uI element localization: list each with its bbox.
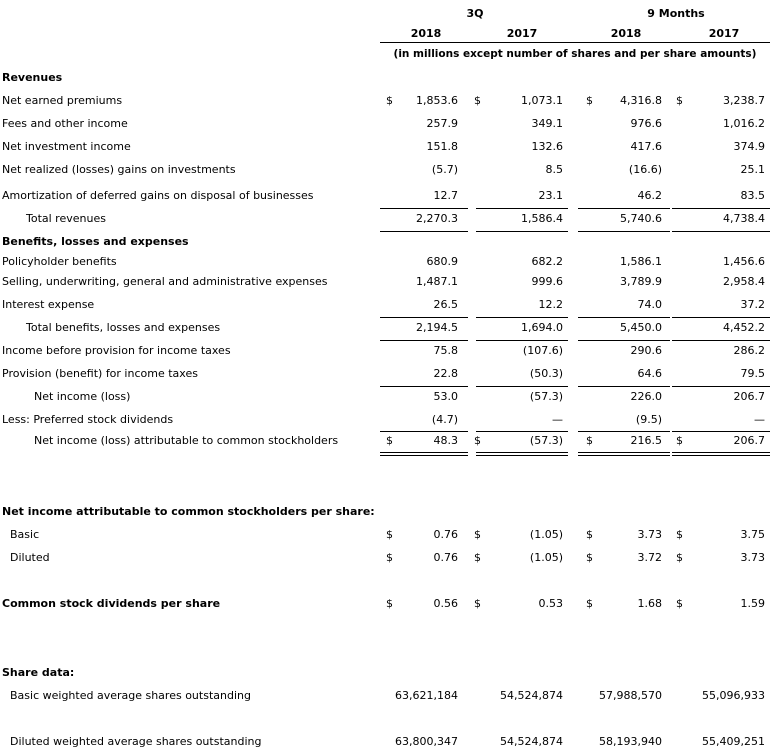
double-rule [476,455,568,456]
cell-dividends-per-share-3q-2017: 0.53 [538,597,563,610]
cell-interest-expense-9m-2017: 37.2 [740,298,765,311]
cell-income-before-taxes-9m-2018: 290.6 [630,344,662,357]
cell-policyholder-benefits-9m-2018: 1,586.1 [620,255,662,268]
subtotal-rule [578,386,670,387]
total-rule [578,340,670,341]
cell-total-revenues-9m-2017: 4,738.4 [723,212,765,225]
cell-total-benefits-3q-2017: 1,694.0 [521,321,563,334]
cell-policyholder-benefits-9m-2017: 1,456.6 [723,255,765,268]
cell-total-benefits-3q-2018: 2,194.5 [416,321,458,334]
row-label-selling-admin-expenses: Selling, underwriting, general and administrative expenses [2,275,328,288]
dollar-sign: $ [586,528,593,541]
row-label-interest-expense: Interest expense [2,298,95,311]
subtotal-rule [578,317,670,318]
double-rule [672,455,770,456]
row-label-eps-basic: Basic [10,528,40,541]
dollar-sign: $ [386,434,393,447]
cell-net-income-9m-2018: 226.0 [630,390,662,403]
dollar-sign: $ [676,528,683,541]
double-rule [476,452,568,453]
subtotal-rule [672,431,770,432]
cell-eps-diluted-3q-2017: (1.05) [529,551,563,564]
double-rule [380,455,468,456]
cell-net-realized-gains-3q-2018: (5.7) [431,163,458,176]
total-rule [476,231,568,232]
row-label-diluted-shares: Diluted weighted average shares outstanding [10,735,262,748]
cell-preferred-dividends-9m-2017: — [754,413,765,426]
cell-dividends-per-share-3q-2018: 0.56 [433,597,458,610]
dollar-sign: $ [474,434,481,447]
row-label-dividends-per-share: Common stock dividends per share [2,597,221,610]
cell-net-investment-income-3q-2018: 151.8 [426,140,458,153]
cell-fees-other-income-3q-2018: 257.9 [426,117,458,130]
cell-dividends-per-share-9m-2018: 1.68 [637,597,662,610]
total-rule [380,340,468,341]
cell-interest-expense-3q-2017: 12.2 [538,298,563,311]
cell-preferred-dividends-3q-2017: — [552,413,563,426]
row-label-fees-other-income: Fees and other income [2,117,128,130]
cell-fees-other-income-9m-2017: 1,016.2 [723,117,765,130]
cell-diluted-shares-9m-2017: 55,409,251 [702,735,765,748]
cell-provision-taxes-9m-2017: 79.5 [740,367,765,380]
subtotal-rule [380,317,468,318]
subtotal-rule [380,431,468,432]
cell-eps-diluted-9m-2017: 3.73 [740,551,765,564]
subtotal-rule [672,208,770,209]
double-rule [578,455,670,456]
row-label-net-realized-gains: Net realized (losses) gains on investments [2,163,236,176]
cell-amortization-deferred-gains-3q-2017: 23.1 [538,189,563,202]
header-year-9m-2017: 2017 [708,27,740,40]
cell-net-investment-income-9m-2018: 417.6 [630,140,662,153]
cell-net-income-common-3q-2017: (57.3) [529,434,563,447]
row-label-provision-taxes: Provision (benefit) for income taxes [2,367,198,380]
header-3q: 3Q [466,7,484,20]
row-label-revenues: Revenues [2,71,63,84]
cell-preferred-dividends-3q-2018: (4.7) [431,413,458,426]
row-label-net-income: Net income (loss) [34,390,131,403]
cell-net-realized-gains-3q-2017: 8.5 [545,163,563,176]
cell-total-revenues-3q-2017: 1,586.4 [521,212,563,225]
cell-eps-basic-9m-2017: 3.75 [740,528,765,541]
total-rule [672,340,770,341]
subtotal-rule [672,317,770,318]
dollar-sign: $ [586,597,593,610]
subtotal-rule [476,431,568,432]
row-label-net-earned-premiums: Net earned premiums [2,94,123,107]
double-rule [578,452,670,453]
cell-net-income-3q-2017: (57.3) [529,390,563,403]
double-rule [672,452,770,453]
dollar-sign: $ [474,528,481,541]
cell-income-before-taxes-3q-2018: 75.8 [433,344,458,357]
cell-net-earned-premiums-3q-2018: 1,853.6 [416,94,458,107]
cell-basic-shares-3q-2017: 54,524,874 [500,689,563,702]
cell-eps-diluted-3q-2018: 0.76 [433,551,458,564]
cell-selling-admin-expenses-3q-2018: 1,487.1 [416,275,458,288]
subtotal-rule [476,317,568,318]
dollar-sign: $ [676,551,683,564]
dollar-sign: $ [474,94,481,107]
cell-interest-expense-9m-2018: 74.0 [637,298,662,311]
total-rule [380,231,468,232]
cell-preferred-dividends-9m-2018: (9.5) [635,413,662,426]
total-rule [476,340,568,341]
dollar-sign: $ [586,434,593,447]
row-label-net-income-common: Net income (loss) attributable to common stockholders [34,434,339,447]
header-rule [380,42,770,43]
dollar-sign: $ [386,597,393,610]
cell-basic-shares-9m-2018: 57,988,570 [599,689,662,702]
row-label-eps-heading: Net income attributable to common stockholders per share: [2,505,375,518]
cell-net-income-9m-2017: 206.7 [733,390,765,403]
row-label-net-investment-income: Net investment income [2,140,131,153]
header-year-3q-2017: 2017 [506,27,538,40]
cell-diluted-shares-9m-2018: 58,193,940 [599,735,662,748]
dollar-sign: $ [474,597,481,610]
row-label-income-before-taxes: Income before provision for income taxes [2,344,231,357]
row-label-basic-shares: Basic weighted average shares outstanding [10,689,251,702]
header-9-months: 9 Months [647,7,705,20]
cell-total-benefits-9m-2018: 5,450.0 [620,321,662,334]
cell-net-realized-gains-9m-2017: 25.1 [740,163,765,176]
dollar-sign: $ [386,551,393,564]
cell-dividends-per-share-9m-2017: 1.59 [740,597,765,610]
row-label-total-revenues: Total revenues [26,212,106,225]
cell-net-income-common-9m-2018: 216.5 [630,434,662,447]
cell-policyholder-benefits-3q-2018: 680.9 [426,255,458,268]
cell-amortization-deferred-gains-9m-2018: 46.2 [637,189,662,202]
cell-provision-taxes-3q-2017: (50.3) [529,367,563,380]
cell-income-before-taxes-9m-2017: 286.2 [733,344,765,357]
total-rule [578,231,670,232]
cell-total-revenues-9m-2018: 5,740.6 [620,212,662,225]
row-label-total-benefits: Total benefits, losses and expenses [26,321,221,334]
row-label-eps-diluted: Diluted [10,551,50,564]
cell-amortization-deferred-gains-9m-2017: 83.5 [740,189,765,202]
dollar-sign: $ [474,551,481,564]
cell-diluted-shares-3q-2017: 54,524,874 [500,735,563,748]
cell-selling-admin-expenses-3q-2017: 999.6 [531,275,563,288]
total-rule [672,231,770,232]
cell-diluted-shares-3q-2018: 63,800,347 [395,735,458,748]
cell-fees-other-income-9m-2018: 976.6 [630,117,662,130]
double-rule [380,452,468,453]
units-note: (in millions except number of shares and per share amounts) [393,48,757,60]
row-label-benefits-losses-expenses: Benefits, losses and expenses [2,235,189,248]
cell-net-income-common-9m-2017: 206.7 [733,434,765,447]
row-label-amortization-deferred-gains: Amortization of deferred gains on disposal of businesses [2,189,314,202]
cell-basic-shares-3q-2018: 63,621,184 [395,689,458,702]
dollar-sign: $ [586,94,593,107]
subtotal-rule [578,208,670,209]
cell-net-income-common-3q-2018: 48.3 [433,434,458,447]
cell-net-investment-income-9m-2017: 374.9 [733,140,765,153]
cell-fees-other-income-3q-2017: 349.1 [531,117,563,130]
cell-net-realized-gains-9m-2018: (16.6) [628,163,662,176]
header-year-9m-2018: 2018 [610,27,642,40]
cell-policyholder-benefits-3q-2017: 682.2 [531,255,563,268]
cell-selling-admin-expenses-9m-2018: 3,789.9 [620,275,662,288]
cell-net-earned-premiums-3q-2017: 1,073.1 [521,94,563,107]
dollar-sign: $ [386,528,393,541]
cell-amortization-deferred-gains-3q-2018: 12.7 [433,189,458,202]
cell-eps-basic-3q-2017: (1.05) [529,528,563,541]
row-label-share-data: Share data: [2,666,75,679]
cell-interest-expense-3q-2018: 26.5 [433,298,458,311]
cell-provision-taxes-9m-2018: 64.6 [637,367,662,380]
cell-net-investment-income-3q-2017: 132.6 [531,140,563,153]
dollar-sign: $ [676,434,683,447]
cell-net-earned-premiums-9m-2018: 4,316.8 [620,94,662,107]
cell-selling-admin-expenses-9m-2017: 2,958.4 [723,275,765,288]
subtotal-rule [380,386,468,387]
cell-provision-taxes-3q-2018: 22.8 [433,367,458,380]
cell-net-income-3q-2018: 53.0 [433,390,458,403]
dollar-sign: $ [386,94,393,107]
subtotal-rule [380,208,468,209]
row-label-policyholder-benefits: Policyholder benefits [2,255,117,268]
cell-eps-basic-9m-2018: 3.73 [637,528,662,541]
header-year-3q-2018: 2018 [410,27,442,40]
cell-basic-shares-9m-2017: 55,096,933 [702,689,765,702]
row-label-preferred-dividends: Less: Preferred stock dividends [2,413,174,426]
cell-eps-basic-3q-2018: 0.76 [433,528,458,541]
dollar-sign: $ [586,551,593,564]
subtotal-rule [476,386,568,387]
subtotal-rule [672,386,770,387]
subtotal-rule [578,431,670,432]
subtotal-rule [476,208,568,209]
cell-eps-diluted-9m-2018: 3.72 [637,551,662,564]
cell-total-benefits-9m-2017: 4,452.2 [723,321,765,334]
cell-total-revenues-3q-2018: 2,270.3 [416,212,458,225]
cell-net-earned-premiums-9m-2017: 3,238.7 [723,94,765,107]
cell-income-before-taxes-3q-2017: (107.6) [522,344,563,357]
dollar-sign: $ [676,94,683,107]
dollar-sign: $ [676,597,683,610]
